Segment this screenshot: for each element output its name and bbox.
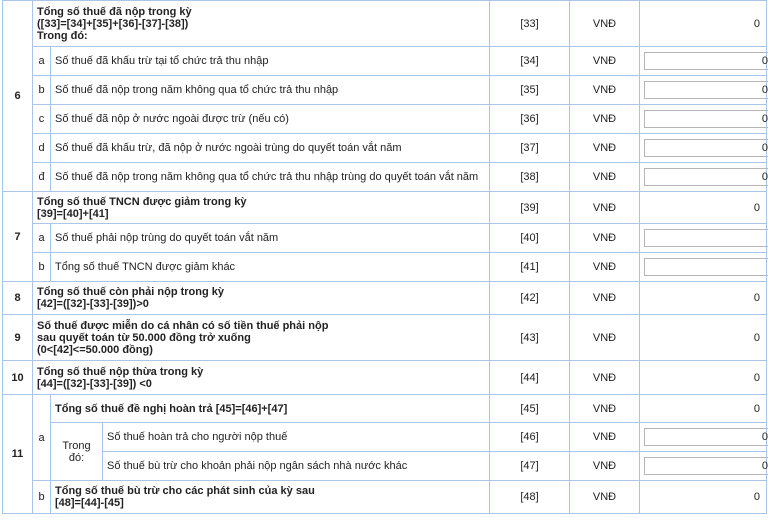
value-input-46[interactable] — [644, 428, 768, 446]
sub-label: Số thuế hoàn trả cho người nộp thuế — [103, 423, 490, 452]
row-7b — [3, 253, 767, 282]
sub-label: Số thuế phải nộp trùng do quyết toán vắt năm — [51, 224, 490, 253]
sub-letter: b — [33, 76, 51, 105]
indicator-code: [40] — [490, 224, 570, 253]
unit-label: VNĐ — [570, 1, 640, 47]
indicator-code: [42] — [490, 282, 570, 315]
unit-label: VNĐ — [570, 192, 640, 224]
row-number: 8 — [3, 282, 33, 315]
value-input-47[interactable] — [644, 457, 768, 475]
row-7-total — [3, 192, 767, 224]
computed-value: 0 — [640, 395, 767, 423]
unit-label: VNĐ — [570, 224, 640, 253]
sub-letter: a — [33, 224, 51, 253]
sub-letter: b — [33, 481, 51, 514]
sub-label: Số thuế đã khấu trừ, đã nộp ở nước ngoài trùng do quyết toán vắt năm — [51, 134, 490, 163]
trong-do-label — [51, 423, 103, 481]
unit-label: VNĐ — [570, 253, 640, 282]
indicator-code: [47] — [490, 452, 570, 481]
sub-label: Tổng số thuế TNCN được giảm khác — [51, 253, 490, 282]
row-11a-2 — [3, 452, 767, 481]
formula-line: ([33]=[34]+[35]+[36]-[37]-[38]) — [37, 17, 189, 30]
title-line: Tổng số thuế bù trừ cho các phát sinh của kỳ sau — [55, 485, 315, 497]
unit-label: VNĐ — [570, 76, 640, 105]
indicator-code: [34] — [490, 47, 570, 76]
row-title — [33, 1, 490, 47]
value-input-36[interactable] — [644, 110, 768, 128]
row-11a-1 — [3, 423, 767, 452]
row-6a — [3, 47, 767, 76]
unit-label: VNĐ — [570, 395, 640, 423]
indicator-code: [44] — [490, 361, 570, 395]
indicator-code: [37] — [490, 134, 570, 163]
row-title — [33, 361, 490, 395]
unit-label: VNĐ — [570, 481, 640, 514]
value-input-37[interactable] — [644, 139, 768, 157]
row-number: 11 — [3, 395, 33, 514]
row-9 — [3, 315, 767, 361]
unit-label: VNĐ — [570, 423, 640, 452]
row-7a — [3, 224, 767, 253]
title-line-2: sau quyết toán từ 50.000 đồng trở xuống — [37, 331, 251, 344]
sub-label: Số thuế đã khấu trừ tại tổ chức trả thu nhập — [51, 47, 490, 76]
row-title: Tổng số thuế đề nghị hoàn trả [45]=[46]+[47] — [51, 395, 490, 423]
sub-letter: a — [33, 47, 51, 76]
formula-line: [48]=[44]-[45] — [55, 497, 124, 509]
sub-letter: a — [33, 395, 51, 481]
indicator-code: [35] — [490, 76, 570, 105]
title-line: Tổng số thuế nộp thừa trong kỳ — [37, 365, 204, 378]
row-10 — [3, 361, 767, 395]
unit-label: VNĐ — [570, 361, 640, 395]
value-input-40[interactable] — [644, 229, 768, 247]
note-line: Trong đó: — [37, 29, 88, 42]
unit-label: VNĐ — [570, 452, 640, 481]
row-11a-total — [3, 395, 767, 423]
unit-label: VNĐ — [570, 105, 640, 134]
indicator-code: [36] — [490, 105, 570, 134]
computed-value: 0 — [640, 192, 767, 224]
tax-settlement-table — [2, 0, 767, 514]
indicator-code: [43] — [490, 315, 570, 361]
indicator-code: [41] — [490, 253, 570, 282]
value-input-41[interactable] — [644, 258, 768, 276]
title-line: Tổng số thuế còn phải nộp trong kỳ — [37, 286, 224, 298]
row-11b — [3, 481, 767, 514]
row-6d — [3, 134, 767, 163]
computed-value: 0 — [640, 315, 767, 361]
formula-line: [42]=([32]-[33]-[39])>0 — [37, 298, 149, 310]
row-6b — [3, 76, 767, 105]
value-input-34[interactable] — [644, 52, 768, 70]
computed-value: 0 — [640, 481, 767, 514]
row-6c — [3, 105, 767, 134]
row-title — [51, 481, 490, 514]
indicator-code: [38] — [490, 163, 570, 192]
unit-label: VNĐ — [570, 315, 640, 361]
indicator-code: [33] — [490, 1, 570, 47]
trong-do-line-1: Trong — [62, 439, 91, 452]
row-number: 6 — [3, 1, 33, 192]
sub-letter: d — [33, 134, 51, 163]
row-title — [33, 315, 490, 361]
row-8 — [3, 282, 767, 315]
formula-line: [44]=([32]-[33]-[39]) <0 — [37, 377, 152, 390]
indicator-code: [48] — [490, 481, 570, 514]
unit-label: VNĐ — [570, 134, 640, 163]
unit-label: VNĐ — [570, 47, 640, 76]
sub-letter: đ — [33, 163, 51, 192]
row-6dd — [3, 163, 767, 192]
title-line: Tổng số thuế TNCN được giảm trong kỳ — [37, 195, 247, 208]
title-line: Tổng số thuế đã nộp trong kỳ — [37, 5, 192, 18]
sub-letter: c — [33, 105, 51, 134]
computed-value: 0 — [640, 361, 767, 395]
indicator-code: [45] — [490, 395, 570, 423]
sub-label: Số thuế đã nộp ở nước ngoài được trừ (nếu có) — [51, 105, 490, 134]
unit-label: VNĐ — [570, 282, 640, 315]
row-6-total — [3, 1, 767, 47]
formula-line: (0<[42]<=50.000 đồng) — [37, 343, 153, 356]
row-number: 10 — [3, 361, 33, 395]
indicator-code: [46] — [490, 423, 570, 452]
trong-do-line-2: đó: — [68, 451, 85, 464]
row-title — [33, 192, 490, 224]
sub-label: Số thuế bù trừ cho khoản phải nộp ngân sách nhà nước khác — [103, 452, 490, 481]
value-input-38[interactable] — [644, 168, 768, 186]
sub-label: Số thuế đã nộp trong năm không qua tổ chức trả thu nhập trùng do quyết toán vắt năm — [51, 163, 490, 192]
title-line: Số thuế được miễn do cá nhân có số tiền thuế phải nộp — [37, 319, 329, 332]
formula-line: [39]=[40]+[41] — [37, 207, 109, 220]
sub-label: Số thuế đã nộp trong năm không qua tổ chức trả thu nhập — [51, 76, 490, 105]
sub-letter: b — [33, 253, 51, 282]
indicator-code: [39] — [490, 192, 570, 224]
value-input-35[interactable] — [644, 81, 768, 99]
unit-label: VNĐ — [570, 163, 640, 192]
row-number: 9 — [3, 315, 33, 361]
row-title — [33, 282, 490, 315]
row-number: 7 — [3, 192, 33, 282]
computed-value: 0 — [640, 282, 767, 315]
computed-value: 0 — [640, 1, 767, 47]
